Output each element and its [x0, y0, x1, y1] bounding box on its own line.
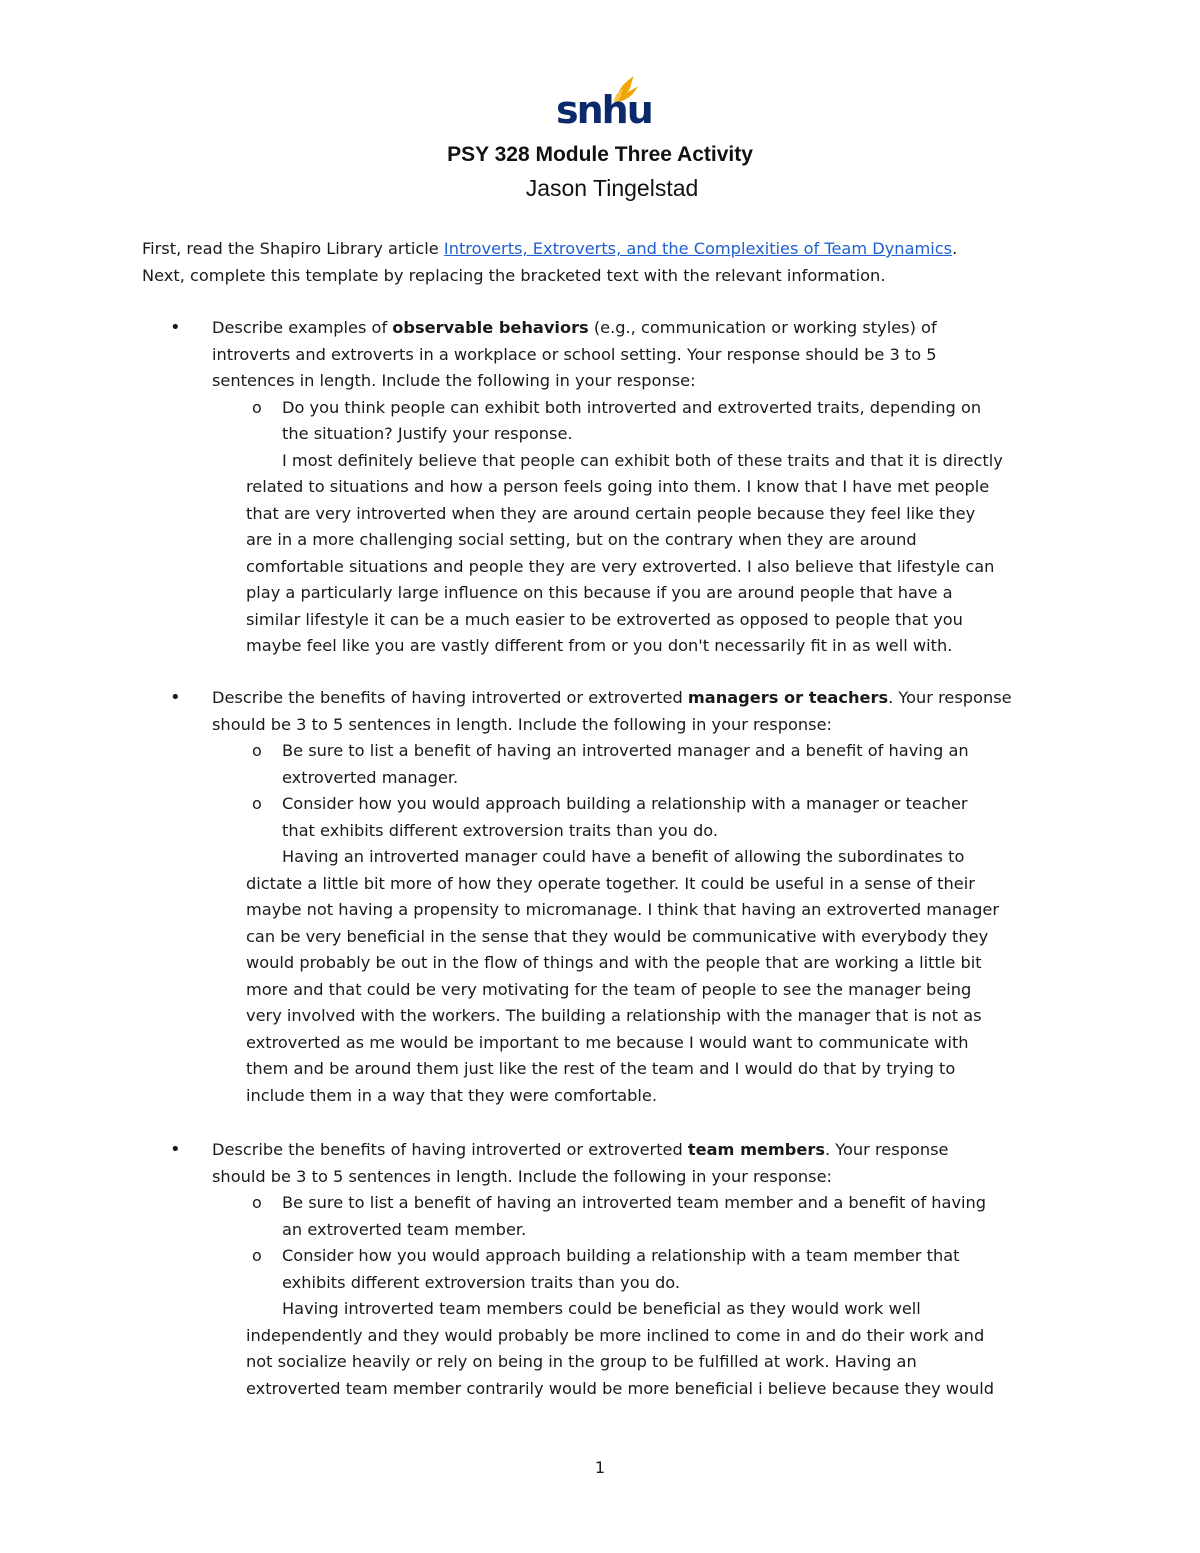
answer-line: extroverted as me would be important to me because I would want to communicate with	[246, 1032, 969, 1052]
answer-line: extroverted team member contrarily would be more beneficial i believe because they would	[246, 1378, 994, 1398]
sub-bullet-glyph: o	[252, 1193, 262, 1212]
answer-line: maybe not having a propensity to micromanage. I think that having an extroverted manager	[246, 900, 1000, 919]
bullet-item	[170, 315, 1070, 395]
answer-line: maybe feel like you are vastly different from or you don't necessarily fit in as well with.	[246, 636, 953, 655]
answer-line: Having introverted team members could be beneficial as they would work well	[282, 1299, 921, 1318]
answer-paragraph	[170, 1296, 1070, 1402]
sub-bullet-item	[170, 1243, 1070, 1296]
prompt-line	[212, 1137, 1070, 1164]
page-number: 1	[594, 1458, 606, 1477]
prompt-text: Describe the benefits of having introverted or extroverted	[212, 1140, 688, 1159]
bullet-glyph: •	[170, 1139, 181, 1160]
sub-line: Do you think people can exhibit both introverted and extroverted traits, depending on	[282, 397, 982, 417]
sub-bullet-glyph: o	[252, 741, 262, 760]
prompt-emphasis: observable behaviors	[392, 318, 589, 337]
answer-line: play a particularly large influence on this because if you are around people that have a	[246, 583, 953, 602]
bullet-item	[170, 685, 1070, 738]
sub-bullet-glyph: o	[252, 794, 262, 813]
author-name: Jason Tingelstad	[525, 175, 699, 201]
sub-line: the situation? Justify your response.	[282, 424, 573, 443]
sub-bullet-item	[170, 738, 1070, 791]
answer-line: dictate a little bit more of how they operate together. It could be useful in a sense of their	[246, 873, 975, 893]
prompt-line	[212, 685, 1070, 712]
prompt-text: . Your response	[824, 1140, 949, 1159]
prompt-text: . Your response	[888, 688, 1012, 707]
bullet-glyph: •	[170, 687, 181, 708]
answer-paragraph	[170, 448, 1070, 660]
sub-line: that exhibits different extroversion traits than you do.	[282, 820, 719, 840]
sub-line: an extroverted team member.	[282, 1219, 527, 1239]
answer-line: include them in a way that they were comfortable.	[246, 1085, 658, 1105]
answer-line: very involved with the workers. The building a relationship with the manager that is not as	[246, 1006, 982, 1025]
answer-line: I most definitely believe that people can exhibit both of these traits and that it is directly	[282, 450, 1003, 470]
sub-line: exhibits different extroversion traits than you do.	[282, 1272, 681, 1292]
snhu-logo	[556, 74, 652, 134]
bullet-glyph: •	[170, 317, 181, 338]
answer-line: similar lifestyle it can be a much easier to be extroverted as opposed to people that you	[246, 609, 963, 629]
sub-bullet-glyph: o	[252, 1246, 262, 1265]
prompt-line: should be 3 to 5 sentences in length. Include the following in your response:	[212, 1166, 833, 1186]
section-team-members	[170, 1137, 1070, 1402]
answer-line: related to situations and how a person feels going into them. I know that I have met people	[246, 477, 990, 496]
answer-line: Having an introverted manager could have a benefit of allowing the subordinates to	[282, 847, 965, 866]
prompt-line: introverts and extroverts in a workplace or school setting. Your response should be 3 to 5	[212, 344, 937, 364]
sub-line: Be sure to list a benefit of having an introverted manager and a benefit of having an	[282, 741, 969, 760]
intro-paragraph	[142, 236, 1062, 289]
answer-line: that are very introverted when they are around certain people because they feel like they	[246, 503, 976, 523]
section-managers-teachers	[170, 685, 1070, 1109]
bullet-item	[170, 1137, 1070, 1190]
prompt-emphasis: team members	[687, 1140, 825, 1159]
article-link[interactable]: Introverts, Extroverts, and the Complexities of Team Dynamics	[443, 239, 953, 258]
answer-line: independently and they would probably be more inclined to come in and do their work and	[246, 1325, 985, 1345]
answer-line: are in a more challenging social setting, but on the contrary when they are around	[246, 530, 917, 549]
answer-paragraph	[170, 844, 1070, 1109]
prompt-line: should be 3 to 5 sentences in length. Include the following in your response:	[212, 714, 833, 734]
sub-bullet-glyph: o	[252, 397, 262, 417]
prompt-line: sentences in length. Include the following in your response:	[212, 371, 696, 390]
document-title: PSY 328 Module Three Activity	[447, 143, 753, 166]
section-observable-behaviors	[170, 315, 1070, 660]
answer-line: can be very beneficial in the sense that they would be communicative with everybody they	[246, 926, 989, 946]
prompt-emphasis: managers or teachers	[687, 688, 889, 707]
sub-bullet-item	[170, 395, 1070, 448]
answer-line: would probably be out in the flow of things and with the people that are working a little bit	[246, 953, 982, 972]
intro-line-1: First, read the Shapiro Library article Introverts, Extroverts, and the Complexities of Team Dynamics.	[142, 239, 958, 258]
prompt-text: (e.g., communication or working styles) of	[588, 318, 937, 337]
answer-line: more and that could be very motivating for the team of people to see the manager being	[246, 979, 972, 999]
prompt-line	[212, 315, 1070, 342]
prompt-text: Describe examples of	[212, 318, 393, 337]
logo-wordmark: snhu	[556, 88, 652, 132]
sub-bullet-item	[170, 1190, 1070, 1243]
sub-bullet-item	[170, 791, 1070, 844]
sub-line: extroverted manager.	[282, 767, 459, 787]
sub-line: Consider how you would approach building a relationship with a manager or teacher	[282, 794, 968, 813]
sub-line: Consider how you would approach building a relationship with a team member that	[282, 1246, 960, 1265]
prompt-text: Describe the benefits of having introverted or extroverted	[212, 688, 688, 707]
answer-line: not socialize heavily or rely on being in the group to be fulfilled at work. Having an	[246, 1352, 917, 1371]
sub-line: Be sure to list a benefit of having an introverted team member and a benefit of having	[282, 1193, 987, 1212]
answer-line: comfortable situations and people they are very extroverted. I also believe that lifestyle can	[246, 556, 995, 576]
answer-line: them and be around them just like the rest of the team and I would do that by trying to	[246, 1059, 956, 1078]
intro-line-2: Next, complete this template by replacing the bracketed text with the relevant information.	[142, 265, 886, 285]
